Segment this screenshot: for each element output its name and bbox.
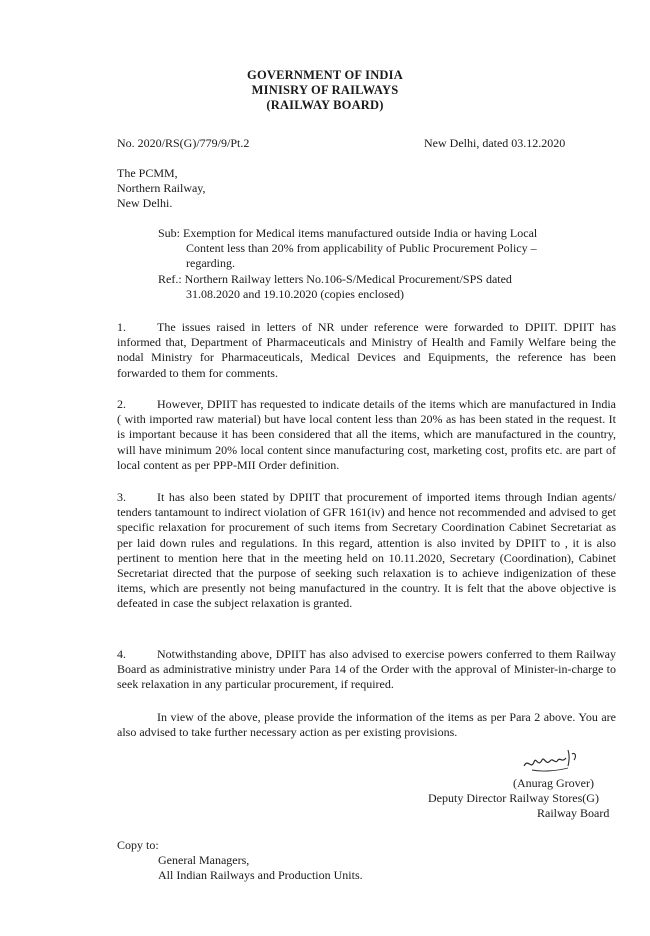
signatory-designation: Deputy Director Railway Stores(G) — [428, 791, 599, 805]
date-line: New Delhi, dated 03.12.2020 — [424, 136, 566, 150]
signatory-office: Railway Board — [537, 806, 610, 820]
paragraph-4-number: 4. — [117, 647, 126, 661]
addressee-line-2: Northern Railway, — [117, 181, 206, 195]
paragraph-1 — [117, 320, 616, 381]
header-government: GOVERNMENT OF INDIA — [247, 68, 403, 82]
paragraph-2-number: 2. — [117, 397, 126, 411]
subject-line-3: regarding. — [186, 256, 235, 270]
copy-to-line-1: General Managers, — [158, 853, 250, 867]
copy-to-label: Copy to: — [117, 838, 159, 852]
subject-line-1: Sub: Exemption for Medical items manufactured outside India or having Local — [158, 226, 538, 240]
paragraph-1-number: 1. — [117, 320, 126, 334]
paragraph-3-text: It has also been stated by DPIIT that procurement of imported items through Indian agents/ tenders tantamount to indirect violation of GFR 161(iv) and hence not recommended and advised to get specific relaxation for procurement of such items from Secretary Coordination Cabinet Secretariat as per laid down rules and regulations. In this regard, attention is also invited by DPIIT to , it is also pertinent to mention here that in the meeting held on 10.11.2020, Secretary (Coordination), Cabinet Secretariat directed that the purpose of seeking such relaxation is to achieve indigenization of these items, which are presently not being manufactured in the country. It is felt that the above objective is defeated in case the subject relaxation is granted. — [117, 490, 616, 611]
paragraph-2 — [117, 397, 616, 473]
reference-line-1: Ref.: Northern Railway letters No.106-S/Medical Procurement/SPS dated — [158, 272, 512, 286]
subject-line-2: Content less than 20% from applicability of Public Procurement Policy – — [186, 241, 537, 255]
copy-to-line-2: All Indian Railways and Production Units. — [158, 868, 363, 882]
reference-line-2: 31.08.2020 and 19.10.2020 (copies enclosed) — [186, 287, 404, 301]
paragraph-2-text: However, DPIIT has requested to indicate details of the items which are manufactured in India ( with imported raw material) but have local content less than 20% as has been stated in the request. It is important because it has been considered that all the items, which are manufactured in the country, will have minimum 20% local content since manufacturing cost, marketing cost, profits etc. are part of local content as per PPP-MII Order definition. — [117, 397, 616, 472]
addressee-line-1: The PCMM, — [117, 166, 178, 180]
paragraph-1-text: The issues raised in letters of NR under reference were forwarded to DPIIT. DPIIT has informed that, Department of Pharmaceuticals and Ministry of Health and Family Welfare being the nodal Ministry for Pharmaceuticals, Medical Devices and Equipments, the reference has been forwarded to them for comments. — [117, 320, 616, 380]
signatory-name: (Anurag Grover) — [513, 776, 594, 790]
header-board: (RAILWAY BOARD) — [266, 98, 384, 112]
header-ministry: MINISRY OF RAILWAYS — [251, 83, 399, 97]
paragraph-4-text: Notwithstanding above, DPIIT has also advised to exercise powers conferred to them Railway Board as administrative ministry under Para 14 of the Order with the approval of Minister-in-charge to seek relaxation in any particular procurement, if required. — [117, 647, 616, 692]
reference-number: No. 2020/RS(G)/779/9/Pt.2 — [117, 136, 250, 150]
paragraph-4 — [117, 647, 616, 693]
handwritten-signature — [522, 744, 584, 774]
closing-paragraph: In view of the above, please provide the information of the items as per Para 2 above. You are also advised to take further necessary action as per existing provisions. — [117, 710, 616, 740]
addressee-line-3: New Delhi. — [117, 196, 173, 210]
paragraph-3 — [117, 490, 616, 612]
paragraph-3-number: 3. — [117, 490, 126, 504]
